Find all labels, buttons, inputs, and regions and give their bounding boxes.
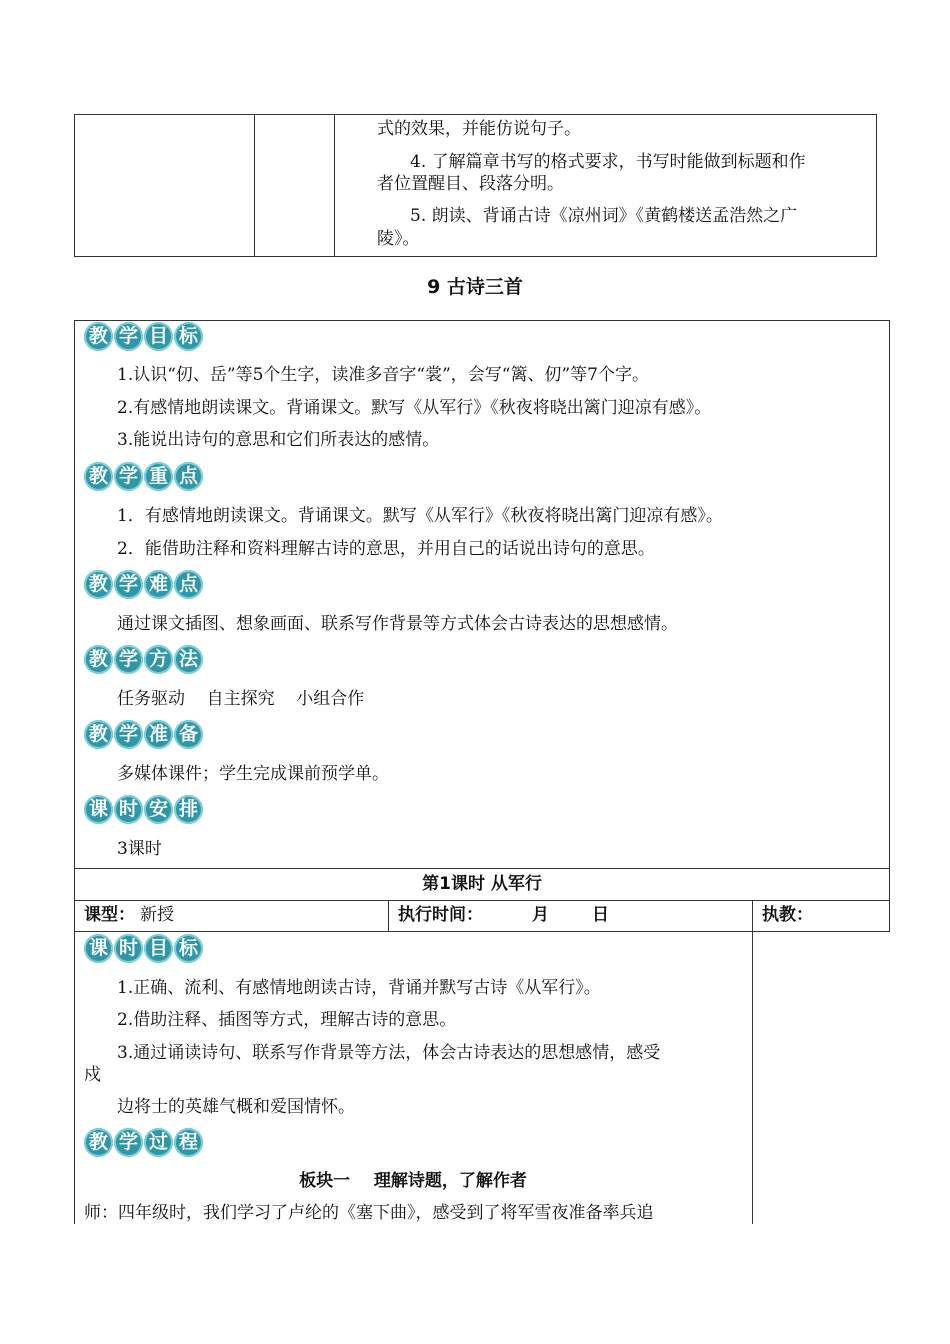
objective-text: 式的效果，并能仿说句子。 xyxy=(377,119,581,139)
period-goal-item: 边将士的英雄气概和爱国情怀。 xyxy=(117,1097,355,1117)
month-label: 月 xyxy=(532,905,549,925)
goal-item: 2.有感情地朗读课文。背诵课文。默写《从军行》《秋夜将晓出篱门迎凉有感》。 xyxy=(117,398,712,418)
schedule-badge: 课 时 安 排 xyxy=(84,795,203,825)
difficulties-badge: 教 学 难 点 xyxy=(84,570,203,600)
teacher-label: 执教： xyxy=(762,905,813,925)
objective-item-5: 5. 朗读、背诵古诗《凉州词》《黄鹤楼送孟浩然之广 xyxy=(410,206,798,226)
process-badge: 教 学 过 程 xyxy=(84,1128,203,1158)
period-header: 第1课时 从军行 xyxy=(422,874,542,894)
objective-item-4-cont: 者位置醒目、段落分明。 xyxy=(377,174,564,194)
preparation-badge: 教 学 准 备 xyxy=(84,720,203,750)
time-label: 执行时间： xyxy=(398,905,483,925)
type-value: 新授 xyxy=(140,905,174,925)
key-points-badge: 教 学 重 点 xyxy=(84,462,203,492)
period-goal-item-wrap: 戍 xyxy=(84,1065,101,1085)
type-label: 课型： xyxy=(84,905,135,925)
period-goal-item: 1.正确、流利、有感情地朗读古诗，背诵并默写古诗《从军行》。 xyxy=(117,978,601,998)
key-point-item: 1．有感情地朗读课文。背诵课文。默写《从军行》《秋夜将晓出篱门迎凉有感》。 xyxy=(117,506,723,526)
schedule-text: 3课时 xyxy=(117,839,162,859)
objective-item-5-cont: 陵》。 xyxy=(377,229,420,249)
lesson-title: 9 古诗三首 xyxy=(427,276,523,298)
period-goal-item: 2.借助注释、插图等方式，理解古诗的意思。 xyxy=(117,1010,457,1030)
block1-title: 板块一 理解诗题，了解作者 xyxy=(299,1171,527,1191)
block1-text: 师：四年级时，我们学习了卢纶的《塞下曲》，感受到了将军雪夜准备率兵追 xyxy=(84,1203,654,1223)
goal-item: 1.认识“仞、岳”等5个生字，读准多音字“裳”，会写“篱、仞”等7个字。 xyxy=(117,365,649,385)
difficulties-text: 通过课文插图、想象画面、联系写作背景等方式体会古诗表达的思想感情。 xyxy=(117,614,678,634)
day-label: 日 xyxy=(592,905,609,925)
period-goals-badge: 课 时 目 标 xyxy=(84,934,203,964)
objective-item-4: 4. 了解篇章书写的格式要求，书写时能做到标题和作 xyxy=(410,152,806,172)
goal-item: 3.能说出诗句的意思和它们所表达的感情。 xyxy=(117,430,440,450)
methods-text: 任务驱动 自主探究 小组合作 xyxy=(117,689,365,709)
methods-badge: 教 学 方 法 xyxy=(84,645,203,675)
key-point-item: 2．能借助注释和资料理解古诗的意思，并用自己的话说出诗句的意思。 xyxy=(117,539,655,559)
preparation-text: 多媒体课件；学生完成课前预学单。 xyxy=(117,764,389,784)
teaching-goals-badge: 教 学 目 标 xyxy=(84,322,203,352)
period-goal-item: 3.通过诵读诗句、联系写作背景等方法，体会古诗表达的思想感情，感受 xyxy=(117,1043,661,1063)
